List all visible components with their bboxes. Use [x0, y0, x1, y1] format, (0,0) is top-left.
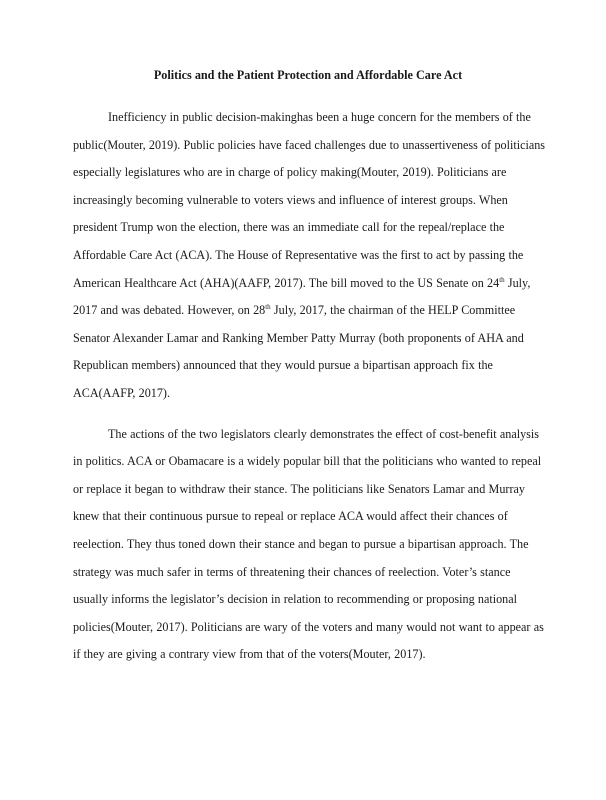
- paragraph-line: [73, 297, 543, 325]
- line-text: 2017 and was debated. However, on 28: [73, 303, 266, 318]
- paragraph-line: The actions of the two legislators clearly demonstrates the effect of cost-benefit analysis: [108, 426, 539, 441]
- paragraph-line: or replace it began to withdraw their stance. The politicians like Senators Lamar and Murray: [73, 481, 525, 496]
- paragraph-line: Inefficiency in public decision-makinghas been a huge concern for the members of the: [108, 110, 531, 124]
- paragraph-line: policies(Mouter, 2017). Politicians are wary of the voters and many would not want to appear as: [73, 619, 544, 634]
- paragraph-line: Senator Alexander Lamar and Ranking Member Patty Murray (both proponents of AHA and: [73, 330, 524, 345]
- paragraph-line: public(Mouter, 2019). Public policies have faced challenges due to unassertiveness of politicians: [73, 137, 546, 152]
- paragraph-1: [73, 104, 546, 408]
- paragraph-line: especially legislatures who are in charge of policy making(Mouter, 2019). Politicians are: [73, 165, 507, 180]
- paragraph-line: usually informs the legislator’s decision in relation to recommending or proposing national: [73, 592, 518, 607]
- paragraph-line: strategy was much safer in terms of threatening their chances of reelection. Voter’s stance: [73, 564, 511, 579]
- document-page: [73, 64, 546, 669]
- paragraph-2: [73, 421, 543, 669]
- paragraph-line: reelection. They thus toned down their stance and began to pursue a bipartisan approach. The: [73, 536, 529, 551]
- ordinal-suffix: th: [265, 303, 271, 312]
- ordinal-suffix: th: [499, 275, 505, 284]
- paragraph-line: Republican members) announced that they would pursue a bipartisan approach fix the: [73, 358, 493, 373]
- line-text: July,: [504, 275, 531, 290]
- paragraph-line: knew that their continuous pursue to repeal or replace ACA would affect their chances of: [73, 509, 508, 524]
- paragraph-line: if they are giving a contrary view from that of the voters(Mouter, 2017).: [73, 647, 426, 662]
- document-title: Politics and the Patient Protection and Affordable Care Act: [153, 68, 463, 82]
- paragraph-line: in politics. ACA or Obamacare is a widely popular bill that the politicians who wanted to repeal: [73, 454, 542, 469]
- line-text: July, 2017, the chairman of the HELP Committee: [270, 303, 516, 318]
- paragraph-line: increasingly becoming vulnerable to voters views and influence of interest groups. When: [73, 192, 508, 207]
- paragraph-line: [73, 270, 543, 298]
- paragraph-line: ACA(AAFP, 2017).: [73, 385, 170, 400]
- paragraph-line: Affordable Care Act (ACA). The House of Representative was the first to act by passing the: [73, 247, 524, 262]
- line-text: American Healthcare Act (AHA)(AAFP, 2017). The bill moved to the US Senate on 24: [73, 275, 500, 290]
- paragraph-line: president Trump won the election, there was an immediate call for the repeal/replace the: [73, 220, 505, 235]
